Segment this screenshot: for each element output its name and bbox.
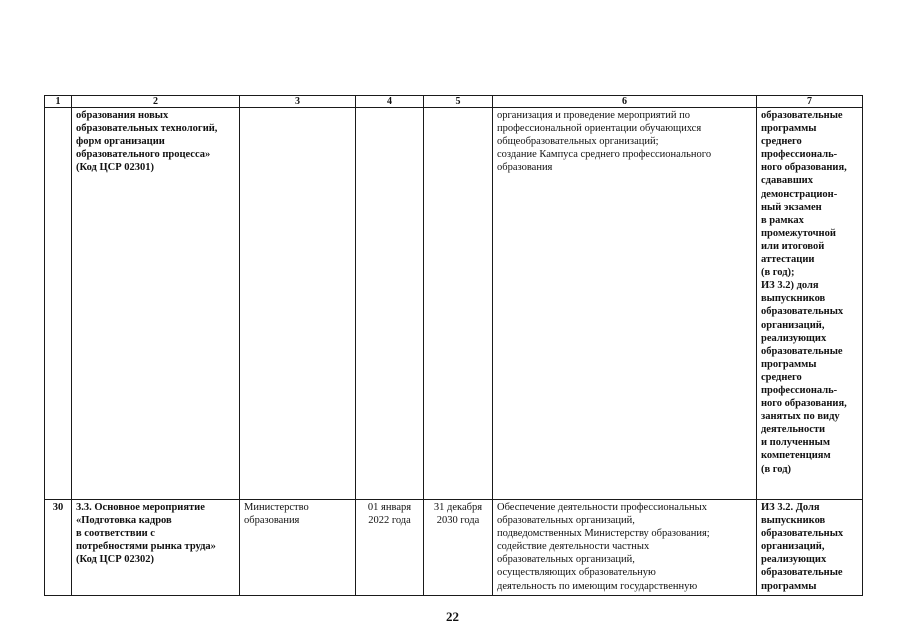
indicators-cell: ИЗ 3.2. Доля выпускников образовательных организаций, реализующих образовательные программы — [757, 500, 863, 596]
col-header-3: 3 — [240, 96, 356, 108]
table-row-30 — [45, 500, 863, 596]
end-date-cell: 31 декабря 2030 года — [424, 500, 493, 596]
row-number-cell: 30 — [45, 500, 72, 596]
col-header-1: 1 — [45, 96, 72, 108]
end-date-cell — [424, 108, 493, 500]
col-header-7: 7 — [757, 96, 863, 108]
header-row — [45, 96, 863, 108]
start-date-cell: 01 января 2022 года — [356, 500, 424, 596]
start-date-cell — [356, 108, 424, 500]
measure-name-cell: образования новых образовательных технологий, форм организации образовательного процесса» (Код ЦСР 02301) — [72, 108, 240, 500]
row-number-cell — [45, 108, 72, 500]
activities-cell: организация и проведение мероприятий по профессиональной ориентации обучающихся общеобразовательных организаций; создание Кампуса среднего профессионального образования — [493, 108, 757, 500]
executor-cell — [240, 108, 356, 500]
col-header-5: 5 — [424, 96, 493, 108]
page-number: 22 — [446, 609, 459, 624]
program-table — [44, 95, 863, 596]
indicators-cell: образовательные программы среднего профессиональ- ного образования, сдававших демонстрацион- ный экзамен в рамках промежуточной или итоговой аттестации (в год); ИЗ 3.2) доля выпускников образовательных организаций, реализующих образовательные программы среднего профессиональ- ного образования, занятых по виду деятельности и полученным компетенциям (в год) — [757, 108, 863, 500]
col-header-2: 2 — [72, 96, 240, 108]
table-row-continuation — [45, 108, 863, 500]
activities-cell: Обеспечение деятельности профессиональных образовательных организаций, подведомственных Министерству образования; содействие деятельности частных образовательных организаций, осуществляющих образовательную деятельность по имеющим государственную — [493, 500, 757, 596]
col-header-4: 4 — [356, 96, 424, 108]
measure-name-cell: 3.3. Основное мероприятие «Подготовка кадров в соответствии с потребностями рынка труда» (Код ЦСР 02302) — [72, 500, 240, 596]
executor-cell: Министерство образования — [240, 500, 356, 596]
col-header-6: 6 — [493, 96, 757, 108]
